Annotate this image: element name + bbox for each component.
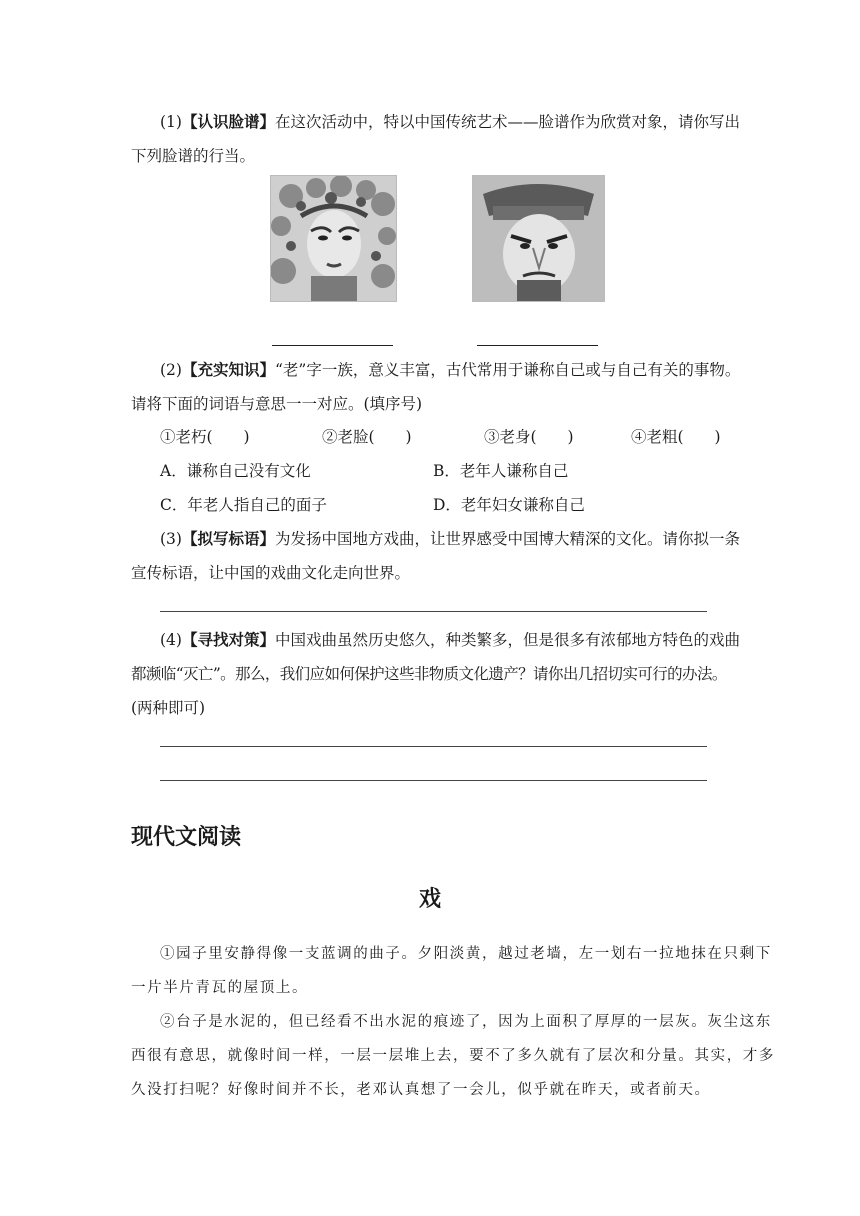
q1-number: (1) [160, 113, 182, 131]
q4-line-1 [160, 629, 740, 651]
article-p2-line-1: ②台子是水泥的，但已经看不出水泥的痕迹了，因为上面积了厚厚的一层灰。灰尘这东 [160, 1014, 772, 1030]
q1-answer-blank-1[interactable] [272, 345, 393, 346]
q2-option-c: C．年老人指自己的面子 [160, 496, 327, 514]
q1-answer-blank-2[interactable] [477, 345, 598, 346]
q2-line-1 [160, 359, 740, 381]
q2-text-1: “老”字一族，意义丰富，古代常用于谦称自己或与自己有关的事物。 [274, 361, 741, 379]
q1-text-1: 在这次活动中，特以中国传统艺术——脸谱作为欣赏对象，请你写出 [274, 113, 740, 131]
q3-text-1: 为发扬中国地方戏曲，让世界感受中国博大精深的文化。请你拟一条 [274, 530, 740, 548]
article-p2-line-3: 久没打扫呢？好像时间并不长，老邓认真想了一会儿，似乎就在昨天，或者前天。 [131, 1082, 711, 1098]
q2-word-1: ①老朽( ) [160, 428, 250, 446]
q4-answer-line-2[interactable] [160, 780, 707, 781]
q2-word-2: ②老脸( ) [322, 428, 412, 446]
q1-tag: 【认识脸谱】 [181, 112, 275, 131]
q1-line-1 [160, 111, 740, 133]
q4-number: (4) [160, 631, 182, 649]
article-title: 戏 [418, 887, 441, 912]
q4-text-1: 中国戏曲虽然历史悠久，种类繁多，但是很多有浓郁地方特色的戏曲 [274, 631, 740, 649]
q3-answer-line[interactable] [160, 611, 707, 612]
q2-line-2: 请将下面的词语与意思一一对应。(填序号) [131, 395, 423, 413]
q4-tag: 【寻找对策】 [181, 630, 275, 649]
q1-line-2: 下列脸谱的行当。 [131, 147, 256, 165]
opera-mask-female-image [270, 175, 397, 302]
q4-line-2: 都濒临“灭亡”。那么，我们应如何保护这些非物质文化遗产？请你出几招切实可行的办法。 [131, 665, 727, 683]
q3-line-2: 宣传标语，让中国的戏曲文化走向世界。 [131, 564, 411, 582]
q3-line-1 [160, 528, 740, 550]
q2-option-b: B．老年人谦称自己 [433, 462, 569, 480]
q2-option-d: D．老年妇女谦称自己 [433, 496, 585, 514]
article-p2-line-2: 西很有意思，就像时间一样，一层一层堆上去，要不了多久就有了层次和分量。其实，才多 [131, 1048, 775, 1064]
q2-tag: 【充实知识】 [181, 360, 275, 379]
q3-number: (3) [160, 530, 182, 548]
q2-option-a: A．谦称自己没有文化 [160, 462, 311, 480]
q4-line-3: (两种即可) [131, 699, 206, 717]
q2-word-4: ④老粗( ) [631, 428, 721, 446]
section-heading: 现代文阅读 [131, 825, 242, 850]
q2-number: (2) [160, 361, 182, 379]
article-p1-line-2: 一片半片青瓦的屋顶上。 [131, 980, 309, 996]
opera-mask-male-image [472, 175, 605, 302]
q4-answer-line-1[interactable] [160, 746, 707, 747]
q3-tag: 【拟写标语】 [181, 529, 275, 548]
q2-word-3: ③老身( ) [484, 428, 574, 446]
article-p1-line-1: ①园子里安静得像一支蓝调的曲子。夕阳淡黄，越过老墙，左一划右一拉地抹在只剩下 [160, 946, 772, 962]
